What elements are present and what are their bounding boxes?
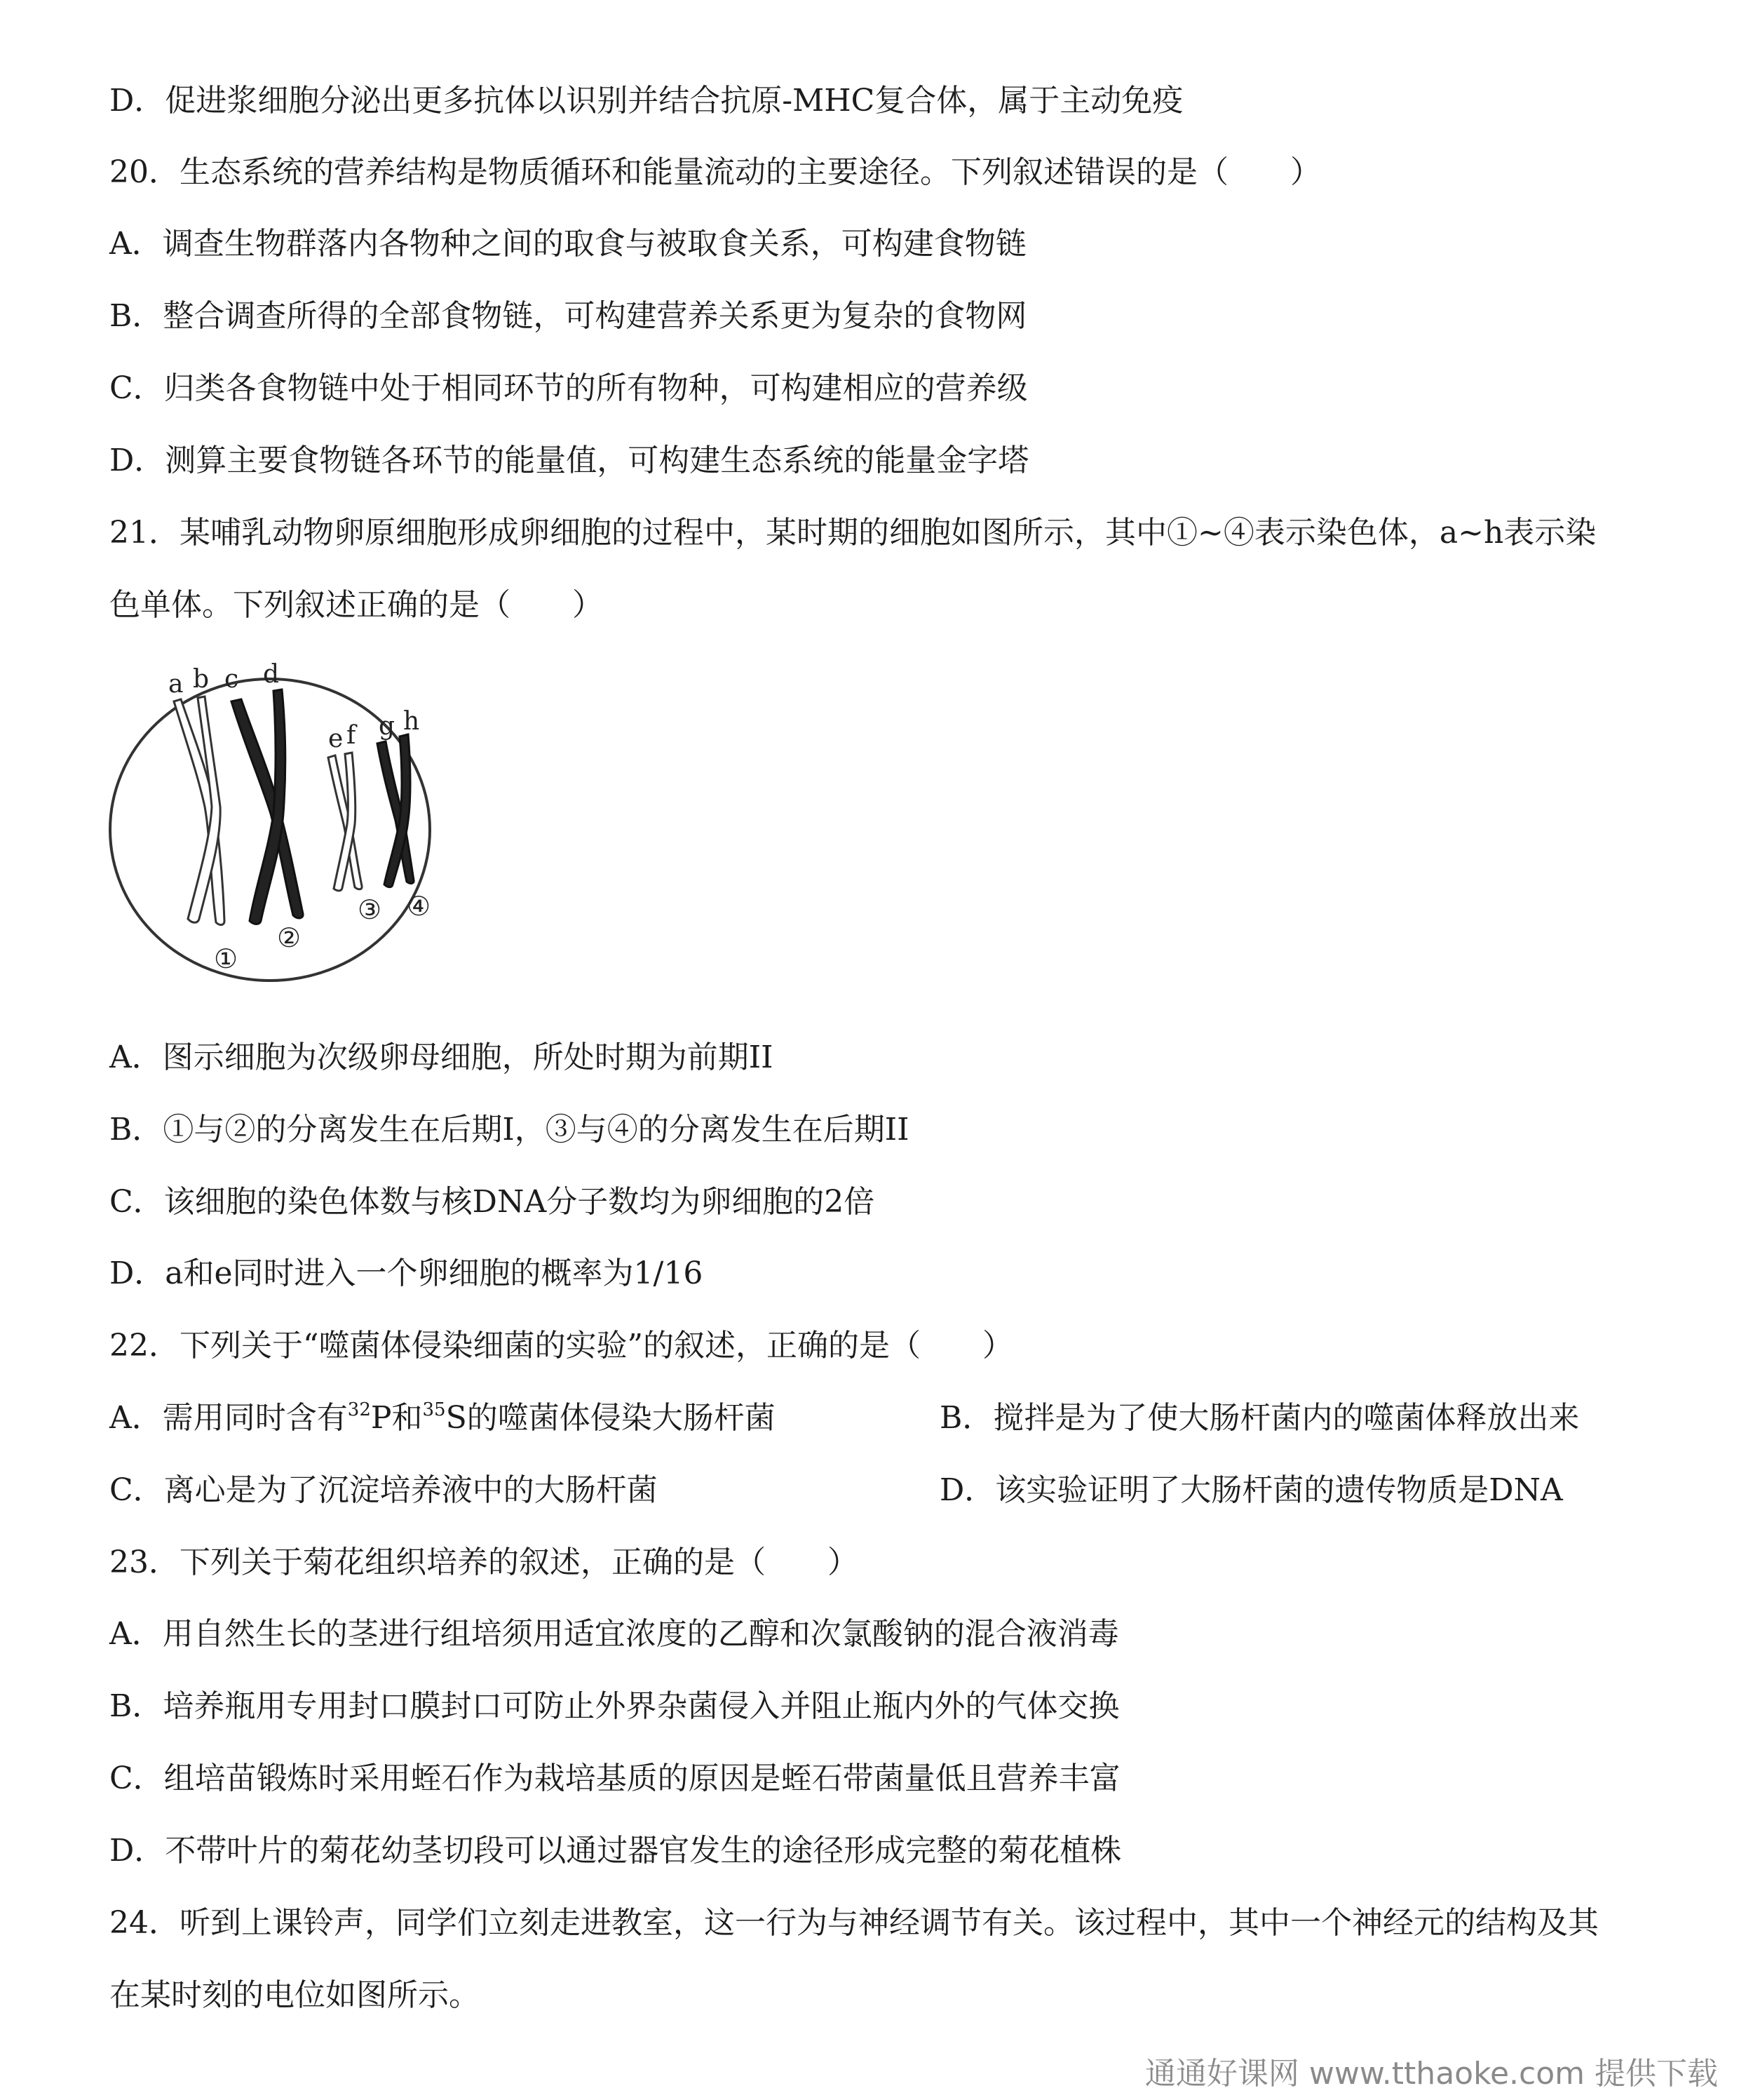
q22-option-b: B．搅拌是为了使大肠杆菌内的噬菌体释放出来 [940, 1400, 1580, 1436]
q21-option-c: C．该细胞的染色体数与核DNA分子数均为卵细胞的2倍 [109, 1184, 875, 1220]
q19-option-d: D．促进浆细胞分泌出更多抗体以识别并结合抗原-MHC复合体，属于主动免疫 [109, 83, 1184, 119]
q24-stem-line1: 24．听到上课铃声，同学们立刻走进教室，这一行为与神经调节有关。该过程中，其中一个神经元的结构及其 [109, 1905, 1599, 1941]
q23-option-b: B．培养瓶用专用封口膜封口可防止外界杂菌侵入并阻止瓶内外的气体交换 [109, 1688, 1120, 1724]
q20-stem: 20．生态系统的营养结构是物质循环和能量流动的主要途径。下列叙述错误的是（ ） [109, 154, 1321, 190]
q21-stem-line2: 色单体。下列叙述正确的是（ ） [109, 587, 603, 623]
q23-stem: 23．下列关于菊花组织培养的叙述，正确的是（ ） [109, 1544, 858, 1580]
chromosome-4 [377, 734, 414, 887]
q20-option-c: C．归类各食物链中处于相同环节的所有物种，可构建相应的营养级 [109, 370, 1028, 406]
q21-option-d: D．a和e同时进入一个卵细胞的概率为1/16 [109, 1256, 703, 1291]
q20-option-d: D．测算主要食物链各环节的能量值，可构建生态系统的能量金字塔 [109, 443, 1029, 478]
chromosome-3 [328, 753, 362, 891]
q23-option-c: C．组培苗锻炼时采用蛭石作为栽培基质的原因是蛭石带菌量低且营养丰富 [109, 1761, 1121, 1796]
chromosome-number-2: ② [277, 922, 302, 953]
chromatid-label-h: h [403, 707, 420, 736]
q22-option-a [109, 1399, 776, 1438]
q22-option-d: D．该实验证明了大肠杆菌的遗传物质是DNA [940, 1472, 1563, 1508]
chromosome-number-4: ④ [407, 891, 431, 922]
q22-option-a-text-1: A．需用同时含有 [109, 1400, 348, 1436]
q22-stem: 22．下列关于“噬菌体侵染细菌的实验”的叙述，正确的是（ ） [109, 1328, 1013, 1364]
chromosome-number-1: ① [214, 943, 238, 974]
q21-option-b: B．①与②的分离发生在后期I，③与④的分离发生在后期II [109, 1112, 909, 1147]
q22-option-a-text-3: S的噬菌体侵染大肠杆菌 [445, 1400, 776, 1436]
q24-stem-line2: 在某时刻的电位如图所示。 [109, 1977, 480, 2013]
q20-option-a: A．调查生物群落内各物种之间的取食与被取食关系，可构建食物链 [109, 226, 1027, 262]
q23-option-a: A．用自然生长的茎进行组培须用适宜浓度的乙醇和次氯酸钠的混合液消毒 [109, 1616, 1119, 1652]
chromatid-label-b: b [193, 665, 210, 694]
chromatid-label-c: c [224, 665, 239, 694]
watermark-text: 通通好课网 www.tthaoke.com 提供下载 [1144, 2056, 1718, 2092]
q23-option-d: D．不带叶片的菊花幼茎切段可以通过器官发生的途径形成完整的菊花植株 [109, 1833, 1122, 1869]
chromatid-label-d: d [263, 660, 280, 689]
q21-stem-line1: 21．某哺乳动物卵原细胞形成卵细胞的过程中，某时期的细胞如图所示，其中①~④表示染色体，a~h表示染 [109, 515, 1597, 551]
chromosome-1 [174, 696, 224, 925]
q20-option-b: B．整合调查所得的全部食物链，可构建营养关系更为复杂的食物网 [109, 298, 1027, 334]
q21-option-a: A．图示细胞为次级卵母细胞，所处时期为前期II [109, 1039, 773, 1075]
q22-option-c: C．离心是为了沉淀培养液中的大肠杆菌 [109, 1472, 658, 1508]
chromatid-label-f: f [346, 721, 356, 750]
chromosome-number-3: ③ [358, 894, 382, 925]
chromatid-label-e: e [328, 725, 344, 753]
isotope-mass-35: 35 [422, 1399, 446, 1420]
isotope-mass-32: 32 [347, 1399, 371, 1420]
chromosome-cell-figure [105, 649, 498, 1014]
chromosome-2 [231, 689, 303, 924]
chromatid-label-a: a [168, 670, 184, 699]
chromatid-label-g: g [379, 712, 395, 741]
q22-option-a-text-2: P和 [370, 1400, 423, 1436]
